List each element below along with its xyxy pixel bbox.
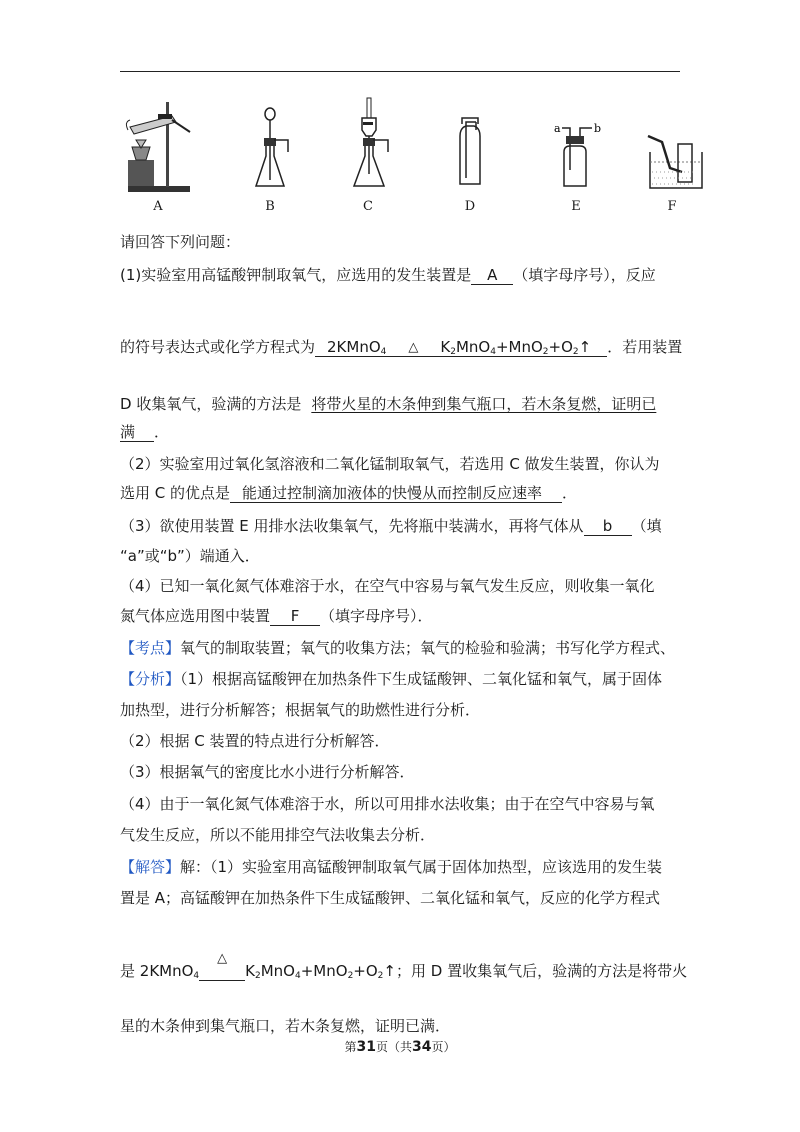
q3-line1 [120,516,662,536]
footer-post: 页） [431,1040,456,1054]
q2-line1: （2）实验室用过氧化氢溶液和二氧化锰制取氧气，若选用 C 做发生装置，你认为 [120,455,660,473]
q4-line1: （4）已知一氧化氮气体难溶于水，在空气中容易与氧气发生反应，则收集一氧化 [120,577,655,595]
eq-p2-sub: 4 [490,347,496,357]
fenxi-line2: 加热型，进行分析解答；根据氧气的助燃性进行分析． [120,701,481,719]
eq-p1-sub: 2 [450,347,456,357]
page-footer [0,1038,800,1055]
apparatus-c [332,92,422,222]
fenxi-line6: 气发生反应，所以不能用排空气法收集去分析． [120,826,436,844]
apparatus-figure [118,92,712,222]
port-a-label: a [554,122,561,135]
q1-text-d: ．若用装置 [607,338,683,356]
q1-answer-blank: A [471,267,513,285]
apparatus-b-label: B [265,199,275,214]
fenxi-line4: （3）根据氧气的密度比水小进行分析解答． [120,763,415,781]
q1-line2 [120,337,682,357]
footer-mid: 页（共 [375,1040,412,1054]
fenxi-line1 [120,669,662,689]
eq-p4: +O [548,338,573,356]
kaodian-tag: 【考点】 [120,639,181,657]
jieda-eq-lhs-sub: 4 [193,971,200,981]
eq-p2: MnO [455,338,491,356]
q3-text-a: （3）欲使用装置 E 用排水法收集氧气，先将瓶中装满水，再将气体从 [120,517,584,535]
jieda-eq-p4: +O [353,962,378,980]
q1-answer2-part2: 满 [120,424,154,442]
apparatus-a-label: A [153,199,163,214]
jieda-text2-post: ；用 D 置收集氧气后，验满的方法是将带火 [395,962,688,980]
eq-lhs-sub: 4 [380,347,387,357]
eq-p1: K [440,338,451,356]
jieda-line1 [120,857,662,877]
jieda-eq-p3: +MnO [300,962,348,980]
jieda-line2: 置是 A；高锰酸钾在加热条件下生成锰酸钾、二氧化锰和氧气，反应的化学方程式 [120,889,661,907]
jieda-eq-condition [199,951,245,981]
jieda-eq-p1-sub: 2 [255,971,261,981]
fenxi-line3: （2）根据 C 装置的特点进行分析解答． [120,732,390,750]
jieda-line4: 星的木条伸到集气瓶口，若木条复燃，证明已满． [120,1017,451,1035]
apparatus-d [432,92,522,222]
q4-answer-blank: F [270,608,320,626]
apparatus-f-label: F [667,199,677,214]
q1-line4 [120,422,169,442]
q2-answer-blank: 能通过控制滴加液体的快慢从而控制反应速率 [230,485,562,503]
fenxi-line5: （4）由于一氧化氮气体难溶于水，所以可用排水法收集；由于在空气中容易与氧 [120,795,655,813]
q2-line2 [120,483,577,503]
q3-line2: “a”或“b”）端通入． [120,547,260,565]
q3-text-b: （填 [631,517,662,535]
jieda-eq-arrow: ↑ [383,962,396,980]
footer-page-number: 31 [356,1039,376,1055]
q4-text-c: （填字母序号）． [320,607,433,625]
q1-line3 [120,394,656,414]
delta-mark: △ [408,340,419,355]
jieda-eq-p4-sub: 2 [377,971,384,981]
q2-text-b: 选用 C 的优点是 [120,484,231,502]
eq-p4-sub: 2 [572,347,579,357]
header-rule [120,71,680,72]
eq-lhs: 2KMnO [327,338,381,356]
footer-total-pages: 34 [412,1039,432,1055]
eq-gas-arrow: ↑ [578,338,592,356]
jieda-eq-p1: K [245,962,255,980]
fenxi-tag: 【分析】 [120,670,181,688]
apparatus-f [640,92,730,222]
apparatus-a-drawing [118,92,208,197]
apparatus-c-drawing [332,92,412,197]
jieda-line3 [120,951,688,981]
fenxi-text1: （1）根据高锰酸钾在加热条件下生成锰酸钾、二氧化锰和氧气，属于固体 [180,670,663,688]
jieda-eq-p3-sub: 2 [347,971,354,981]
q1-end: ． [154,423,170,441]
jieda-eq-p2: MnO [260,962,295,980]
q1-text-a: (1)实验室用高锰酸钾制取氧气，应选用的发生装置是 [120,266,472,284]
apparatus-b [232,92,322,222]
jieda-eq-p2-sub: 4 [295,971,301,981]
q1-line1 [120,265,656,285]
apparatus-d-label: D [464,199,476,214]
apparatus-e-label: E [571,199,581,214]
footer-pre: 第 [344,1040,357,1054]
apparatus-e-drawing [536,92,616,197]
equation-blank [315,339,607,357]
port-b-label: b [594,122,602,135]
q1-text-b: （填字母序号），反应 [513,266,656,284]
apparatus-f-drawing [640,92,720,197]
jieda-delta-mark: △ [217,951,228,966]
apparatus-d-drawing [432,92,512,197]
jieda-tag: 【解答】 [120,858,181,876]
apparatus-c-label: C [363,199,373,214]
q4-text-b: 氮气体应选用图中装置 [120,607,271,625]
jieda-text1: 解：（1）实验室用高锰酸钾制取氧气属于固体加热型，应该选用的发生装 [180,858,663,876]
q1-text-e: D 收集氧气，验满的方法是 [120,395,302,413]
apparatus-a [118,92,208,222]
jieda-text2-pre: 是 [120,962,140,980]
eq-p3-sub: 2 [542,347,549,357]
kaodian-text: 氧气的制取装置；氧气的收集方法；氧气的检验和验满；书写化学方程式、 [180,639,676,657]
kaodian-line [120,638,675,658]
q4-line2 [120,606,433,626]
apparatus-e [536,92,626,222]
q3-answer-blank: b [584,518,632,536]
q1-text-c: 的符号表达式或化学方程式为 [120,338,316,356]
jieda-eq-lhs: 2KMnO [139,962,194,980]
q1-answer2-part1: 将带火星的木条伸到集气瓶口，若木条复燃，证明已 [311,395,657,413]
q2-end: ． [562,484,578,502]
question-intro: 请回答下列问题： [120,233,241,251]
apparatus-b-drawing [232,92,312,197]
eq-p3: +MnO [495,338,543,356]
